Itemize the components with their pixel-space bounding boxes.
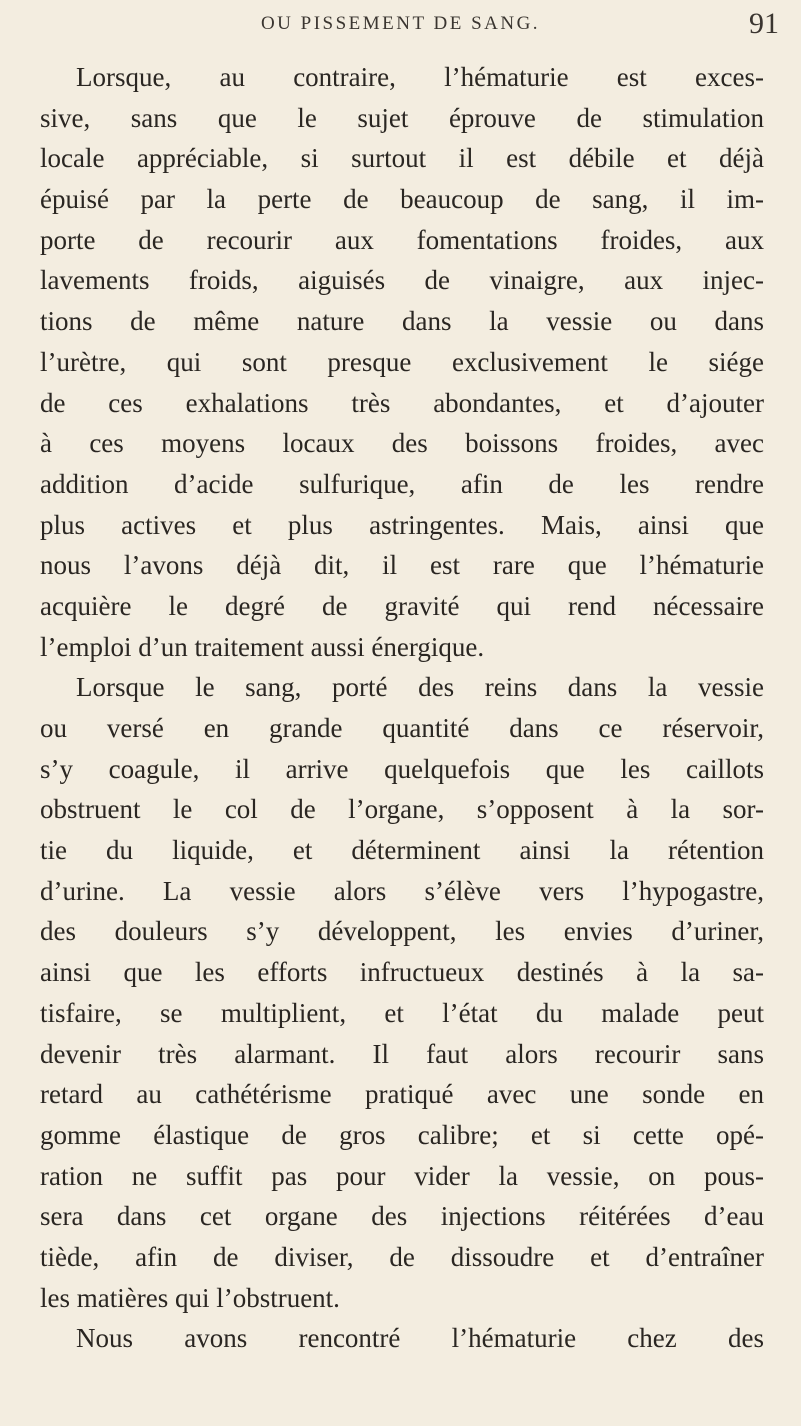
- page-number: 91: [749, 7, 779, 40]
- text-line: s’y coagule, il arrive quelquefois que les caillots: [40, 753, 764, 784]
- text-line: ainsi que les efforts infructueux destinés à la sa-: [40, 957, 764, 988]
- text-line: gomme élastique de gros calibre; et si cette opé-: [40, 1119, 764, 1150]
- text-line: tisfaire, se multiplient, et l’état du malade peut: [40, 997, 764, 1028]
- running-header: [0, 4, 801, 44]
- text-line: Lorsque le sang, porté des reins dans la vessie: [76, 672, 764, 703]
- running-title: OU PISSEMENT DE SANG.: [260, 13, 541, 34]
- text-line: tiède, afin de diviser, de dissoudre et d’entraîner: [40, 1241, 764, 1272]
- text-line: locale appréciable, si surtout il est débile et déjà: [40, 143, 764, 174]
- body-text: [40, 57, 764, 1359]
- text-line: l’emploi d’un traitement aussi énergique.: [40, 631, 485, 662]
- text-line: retard au cathétérisme pratiqué avec une sonde en: [40, 1079, 764, 1110]
- text-line: à ces moyens locaux des boissons froides, avec: [40, 428, 764, 459]
- text-line: épuisé par la perte de beaucoup de sang, il im-: [40, 184, 764, 215]
- text-line: l’urètre, qui sont presque exclusivement le siége: [40, 346, 764, 377]
- text-line: acquière le degré de gravité qui rend nécessaire: [40, 590, 764, 621]
- text-line: de ces exhalations très abondantes, et d’ajouter: [40, 387, 764, 418]
- text-line: nous l’avons déjà dit, il est rare que l’hématurie: [40, 550, 764, 581]
- text-line: Nous avons rencontré l’hématurie chez des: [76, 1323, 764, 1354]
- text-line: sive, sans que le sujet éprouve de stimulation: [40, 102, 764, 133]
- text-line: ou versé en grande quantité dans ce réservoir,: [40, 713, 764, 743]
- text-line: des douleurs s’y développent, les envies d’uriner,: [40, 916, 764, 947]
- text-line: tie du liquide, et déterminent ainsi la rétention: [40, 835, 764, 866]
- text-line: Lorsque, au contraire, l’hématurie est exces-: [76, 62, 764, 92]
- text-line: addition d’acide sulfurique, afin de les rendre: [40, 468, 764, 499]
- text-line: tions de même nature dans la vessie ou dans: [40, 306, 764, 337]
- text-line: sera dans cet organe des injections réitérées d’eau: [40, 1201, 764, 1232]
- text-line: plus actives et plus astringentes. Mais, ainsi que: [40, 509, 764, 540]
- text-line: les matières qui l’obstruent.: [40, 1282, 340, 1313]
- text-line: lavements froids, aiguisés de vinaigre, aux injec-: [40, 265, 764, 296]
- text-line: obstruent le col de l’organe, s’opposent à la sor-: [40, 794, 764, 825]
- text-line: porte de recourir aux fomentations froides, aux: [40, 224, 764, 255]
- text-line: devenir très alarmant. Il faut alors recourir sans: [40, 1038, 764, 1069]
- text-line: ration ne suffit pas pour vider la vessie, on pous-: [40, 1160, 764, 1191]
- text-line: d’urine. La vessie alors s’élève vers l’hypogastre,: [40, 875, 764, 906]
